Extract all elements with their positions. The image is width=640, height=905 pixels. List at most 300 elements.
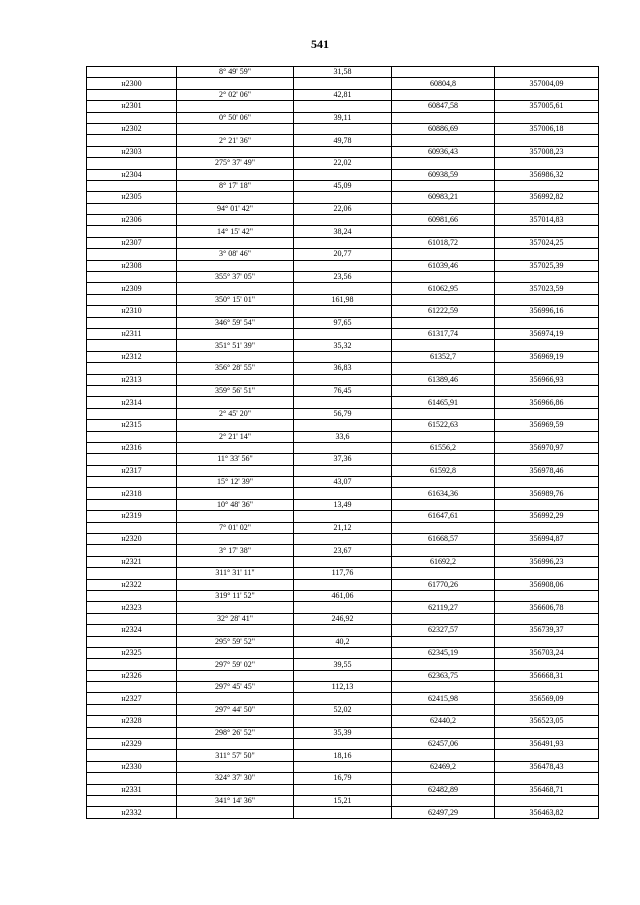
x-coordinate-cell	[392, 636, 495, 647]
distance-cell: 21,12	[294, 522, 392, 533]
x-coordinate-cell	[392, 363, 495, 374]
point-name-cell	[87, 385, 177, 396]
point-name-cell	[87, 112, 177, 123]
x-coordinate-cell: 60938,59	[392, 169, 495, 180]
point-name-cell	[87, 317, 177, 328]
y-coordinate-cell: 356994,87	[495, 534, 599, 545]
y-coordinate-cell: 356978,46	[495, 465, 599, 476]
x-coordinate-cell: 62119,27	[392, 602, 495, 613]
direction-angle-cell: 275° 37' 49"	[177, 158, 294, 169]
y-coordinate-cell: 356569,09	[495, 693, 599, 704]
x-coordinate-cell: 61062,95	[392, 283, 495, 294]
direction-angle-cell	[177, 693, 294, 704]
table-row	[87, 602, 599, 613]
point-name-cell	[87, 796, 177, 807]
direction-angle-cell: 2° 45' 20"	[177, 408, 294, 419]
point-name-cell: н2321	[87, 556, 177, 567]
y-coordinate-cell: 356992,82	[495, 192, 599, 203]
y-coordinate-cell: 357005,61	[495, 101, 599, 112]
distance-cell	[294, 215, 392, 226]
point-name-cell: н2328	[87, 716, 177, 727]
distance-cell: 56,79	[294, 408, 392, 419]
x-coordinate-cell: 61317,74	[392, 328, 495, 339]
table-row	[87, 534, 599, 545]
table-row	[87, 146, 599, 157]
point-name-cell: н2318	[87, 488, 177, 499]
table-row	[87, 237, 599, 248]
direction-angle-cell: 14° 15' 42"	[177, 226, 294, 237]
point-name-cell	[87, 158, 177, 169]
x-coordinate-cell: 61039,46	[392, 260, 495, 271]
table-row	[87, 78, 599, 89]
distance-cell: 35,32	[294, 340, 392, 351]
distance-cell	[294, 670, 392, 681]
x-coordinate-cell: 62363,75	[392, 670, 495, 681]
direction-angle-cell	[177, 306, 294, 317]
table-row	[87, 192, 599, 203]
point-name-cell	[87, 682, 177, 693]
direction-angle-cell: 8° 49' 59"	[177, 67, 294, 78]
point-name-cell	[87, 363, 177, 374]
point-name-cell: н2332	[87, 807, 177, 818]
distance-cell: 43,07	[294, 477, 392, 488]
direction-angle-cell	[177, 374, 294, 385]
distance-cell: 45,09	[294, 180, 392, 191]
point-name-cell	[87, 590, 177, 601]
point-name-cell	[87, 340, 177, 351]
distance-cell	[294, 716, 392, 727]
direction-angle-cell	[177, 397, 294, 408]
table-row	[87, 522, 599, 533]
distance-cell: 36,83	[294, 363, 392, 374]
table-row	[87, 636, 599, 647]
direction-angle-cell: 15° 12' 39"	[177, 477, 294, 488]
y-coordinate-cell	[495, 294, 599, 305]
distance-cell	[294, 488, 392, 499]
y-coordinate-cell	[495, 203, 599, 214]
distance-cell	[294, 169, 392, 180]
y-coordinate-cell	[495, 408, 599, 419]
x-coordinate-cell	[392, 613, 495, 624]
direction-angle-cell: 311° 31' 11"	[177, 568, 294, 579]
y-coordinate-cell	[495, 158, 599, 169]
table-row	[87, 773, 599, 784]
point-name-cell: н2310	[87, 306, 177, 317]
direction-angle-cell: 350° 15' 01"	[177, 294, 294, 305]
distance-cell	[294, 579, 392, 590]
x-coordinate-cell	[392, 272, 495, 283]
distance-cell	[294, 739, 392, 750]
distance-cell	[294, 283, 392, 294]
direction-angle-cell	[177, 625, 294, 636]
distance-cell	[294, 511, 392, 522]
y-coordinate-cell	[495, 431, 599, 442]
direction-angle-cell	[177, 534, 294, 545]
x-coordinate-cell: 61668,57	[392, 534, 495, 545]
y-coordinate-cell	[495, 135, 599, 146]
distance-cell: 22,02	[294, 158, 392, 169]
distance-cell	[294, 693, 392, 704]
table-row	[87, 477, 599, 488]
table-row	[87, 727, 599, 738]
point-name-cell: н2327	[87, 693, 177, 704]
point-name-cell: н2316	[87, 442, 177, 453]
y-coordinate-cell	[495, 477, 599, 488]
x-coordinate-cell: 61465,91	[392, 397, 495, 408]
x-coordinate-cell: 61352,7	[392, 351, 495, 362]
y-coordinate-cell: 357008,23	[495, 146, 599, 157]
point-name-cell	[87, 203, 177, 214]
distance-cell	[294, 123, 392, 134]
distance-cell	[294, 306, 392, 317]
y-coordinate-cell	[495, 522, 599, 533]
table-row	[87, 739, 599, 750]
y-coordinate-cell	[495, 89, 599, 100]
x-coordinate-cell	[392, 112, 495, 123]
direction-angle-cell: 351° 51' 39"	[177, 340, 294, 351]
x-coordinate-cell	[392, 522, 495, 533]
y-coordinate-cell	[495, 226, 599, 237]
x-coordinate-cell: 62482,89	[392, 784, 495, 795]
table-row	[87, 408, 599, 419]
y-coordinate-cell: 357004,09	[495, 78, 599, 89]
y-coordinate-cell: 356523,05	[495, 716, 599, 727]
distance-cell: 16,79	[294, 773, 392, 784]
distance-cell: 20,77	[294, 249, 392, 260]
point-name-cell: н2324	[87, 625, 177, 636]
y-coordinate-cell	[495, 704, 599, 715]
table-row	[87, 260, 599, 271]
direction-angle-cell: 355° 37' 05"	[177, 272, 294, 283]
direction-angle-cell	[177, 260, 294, 271]
y-coordinate-cell: 356468,71	[495, 784, 599, 795]
y-coordinate-cell	[495, 385, 599, 396]
direction-angle-cell	[177, 192, 294, 203]
page-number: 541	[311, 37, 329, 51]
y-coordinate-cell: 357024,25	[495, 237, 599, 248]
table-row	[87, 556, 599, 567]
table-row	[87, 306, 599, 317]
x-coordinate-cell	[392, 704, 495, 715]
point-name-cell: н2303	[87, 146, 177, 157]
x-coordinate-cell	[392, 431, 495, 442]
table-row	[87, 568, 599, 579]
x-coordinate-cell: 60936,43	[392, 146, 495, 157]
point-name-cell	[87, 613, 177, 624]
table-row	[87, 750, 599, 761]
direction-angle-cell: 319° 11' 52"	[177, 590, 294, 601]
distance-cell	[294, 237, 392, 248]
point-name-cell	[87, 135, 177, 146]
x-coordinate-cell	[392, 568, 495, 579]
table-row	[87, 89, 599, 100]
direction-angle-cell	[177, 602, 294, 613]
x-coordinate-cell	[392, 180, 495, 191]
y-coordinate-cell: 356668,31	[495, 670, 599, 681]
direction-angle-cell: 0° 50' 06"	[177, 112, 294, 123]
point-name-cell: н2331	[87, 784, 177, 795]
table-row	[87, 693, 599, 704]
point-name-cell	[87, 249, 177, 260]
distance-cell: 97,65	[294, 317, 392, 328]
y-coordinate-cell: 356606,78	[495, 602, 599, 613]
point-name-cell: н2306	[87, 215, 177, 226]
direction-angle-cell	[177, 647, 294, 658]
x-coordinate-cell	[392, 499, 495, 510]
table-row	[87, 682, 599, 693]
point-name-cell	[87, 294, 177, 305]
table-row	[87, 784, 599, 795]
point-name-cell: н2317	[87, 465, 177, 476]
direction-angle-cell: 297° 59' 02"	[177, 659, 294, 670]
distance-cell	[294, 328, 392, 339]
y-coordinate-cell: 356996,23	[495, 556, 599, 567]
distance-cell: 15,21	[294, 796, 392, 807]
distance-cell: 18,16	[294, 750, 392, 761]
direction-angle-cell: 10° 48' 36"	[177, 499, 294, 510]
table-row	[87, 488, 599, 499]
point-name-cell	[87, 773, 177, 784]
direction-angle-cell	[177, 488, 294, 499]
x-coordinate-cell	[392, 203, 495, 214]
direction-angle-cell	[177, 556, 294, 567]
distance-cell: 33,6	[294, 431, 392, 442]
x-coordinate-cell: 62469,2	[392, 761, 495, 772]
y-coordinate-cell: 356491,93	[495, 739, 599, 750]
y-coordinate-cell: 357006,18	[495, 123, 599, 134]
distance-cell	[294, 465, 392, 476]
direction-angle-cell: 359° 56' 51"	[177, 385, 294, 396]
y-coordinate-cell	[495, 568, 599, 579]
direction-angle-cell	[177, 739, 294, 750]
point-name-cell	[87, 545, 177, 556]
direction-angle-cell	[177, 761, 294, 772]
y-coordinate-cell	[495, 613, 599, 624]
x-coordinate-cell	[392, 682, 495, 693]
x-coordinate-cell	[392, 659, 495, 670]
x-coordinate-cell: 62415,98	[392, 693, 495, 704]
direction-angle-cell: 295° 59' 52"	[177, 636, 294, 647]
distance-cell: 22,06	[294, 203, 392, 214]
point-name-cell: н2302	[87, 123, 177, 134]
distance-cell: 49,78	[294, 135, 392, 146]
direction-angle-cell: 7° 01' 02"	[177, 522, 294, 533]
x-coordinate-cell	[392, 454, 495, 465]
distance-cell: 39,55	[294, 659, 392, 670]
direction-angle-cell	[177, 511, 294, 522]
y-coordinate-cell: 356966,93	[495, 374, 599, 385]
point-name-cell: н2330	[87, 761, 177, 772]
distance-cell: 31,58	[294, 67, 392, 78]
distance-cell: 13,49	[294, 499, 392, 510]
point-name-cell	[87, 659, 177, 670]
x-coordinate-cell: 62440,2	[392, 716, 495, 727]
table-row	[87, 294, 599, 305]
point-name-cell	[87, 522, 177, 533]
x-coordinate-cell	[392, 773, 495, 784]
point-name-cell: н2326	[87, 670, 177, 681]
point-name-cell: н2315	[87, 420, 177, 431]
distance-cell: 161,98	[294, 294, 392, 305]
y-coordinate-cell	[495, 636, 599, 647]
table-row	[87, 442, 599, 453]
table-row	[87, 590, 599, 601]
point-name-cell: н2309	[87, 283, 177, 294]
direction-angle-cell	[177, 146, 294, 157]
y-coordinate-cell: 356970,97	[495, 442, 599, 453]
y-coordinate-cell	[495, 545, 599, 556]
distance-cell	[294, 420, 392, 431]
distance-cell: 40,2	[294, 636, 392, 647]
table-row	[87, 158, 599, 169]
table-body	[87, 67, 599, 819]
x-coordinate-cell: 61647,61	[392, 511, 495, 522]
y-coordinate-cell	[495, 272, 599, 283]
direction-angle-cell: 341° 14' 36"	[177, 796, 294, 807]
distance-cell: 23,56	[294, 272, 392, 283]
point-name-cell: н2312	[87, 351, 177, 362]
point-name-cell: н2300	[87, 78, 177, 89]
distance-cell: 42,81	[294, 89, 392, 100]
direction-angle-cell	[177, 215, 294, 226]
distance-cell	[294, 192, 392, 203]
x-coordinate-cell	[392, 545, 495, 556]
y-coordinate-cell: 356969,19	[495, 351, 599, 362]
y-coordinate-cell	[495, 363, 599, 374]
table-row	[87, 67, 599, 78]
table-row	[87, 203, 599, 214]
table-row	[87, 328, 599, 339]
point-name-cell	[87, 454, 177, 465]
y-coordinate-cell	[495, 112, 599, 123]
point-name-cell	[87, 431, 177, 442]
distance-cell	[294, 556, 392, 567]
x-coordinate-cell	[392, 385, 495, 396]
point-name-cell	[87, 408, 177, 419]
direction-angle-cell	[177, 670, 294, 681]
distance-cell	[294, 260, 392, 271]
table-row	[87, 397, 599, 408]
distance-cell	[294, 351, 392, 362]
point-name-cell	[87, 636, 177, 647]
direction-angle-cell	[177, 123, 294, 134]
distance-cell: 39,11	[294, 112, 392, 123]
distance-cell	[294, 78, 392, 89]
table-row	[87, 659, 599, 670]
x-coordinate-cell: 61389,46	[392, 374, 495, 385]
x-coordinate-cell	[392, 158, 495, 169]
distance-cell	[294, 784, 392, 795]
x-coordinate-cell: 62497,29	[392, 807, 495, 818]
point-name-cell: н2308	[87, 260, 177, 271]
table-row	[87, 431, 599, 442]
table-row	[87, 761, 599, 772]
point-name-cell	[87, 568, 177, 579]
y-coordinate-cell	[495, 317, 599, 328]
y-coordinate-cell: 356478,43	[495, 761, 599, 772]
table-row	[87, 374, 599, 385]
direction-angle-cell	[177, 807, 294, 818]
y-coordinate-cell	[495, 727, 599, 738]
distance-cell	[294, 807, 392, 818]
point-name-cell	[87, 67, 177, 78]
x-coordinate-cell: 60981,66	[392, 215, 495, 226]
direction-angle-cell	[177, 420, 294, 431]
x-coordinate-cell	[392, 226, 495, 237]
distance-cell	[294, 146, 392, 157]
y-coordinate-cell: 357025,39	[495, 260, 599, 271]
point-name-cell	[87, 180, 177, 191]
point-name-cell: н2301	[87, 101, 177, 112]
x-coordinate-cell: 60983,21	[392, 192, 495, 203]
direction-angle-cell	[177, 351, 294, 362]
direction-angle-cell	[177, 784, 294, 795]
x-coordinate-cell: 61522,63	[392, 420, 495, 431]
point-name-cell: н2319	[87, 511, 177, 522]
x-coordinate-cell	[392, 249, 495, 260]
x-coordinate-cell	[392, 590, 495, 601]
x-coordinate-cell	[392, 89, 495, 100]
x-coordinate-cell	[392, 750, 495, 761]
x-coordinate-cell	[392, 727, 495, 738]
table-row	[87, 123, 599, 134]
direction-angle-cell: 346° 59' 54"	[177, 317, 294, 328]
y-coordinate-cell: 356463,82	[495, 807, 599, 818]
direction-angle-cell	[177, 328, 294, 339]
point-name-cell: н2311	[87, 328, 177, 339]
table-row	[87, 796, 599, 807]
y-coordinate-cell	[495, 750, 599, 761]
distance-cell	[294, 397, 392, 408]
direction-angle-cell	[177, 465, 294, 476]
y-coordinate-cell	[495, 590, 599, 601]
direction-angle-cell: 3° 17' 38"	[177, 545, 294, 556]
point-name-cell	[87, 499, 177, 510]
table-row	[87, 625, 599, 636]
x-coordinate-cell: 61556,2	[392, 442, 495, 453]
point-name-cell: н2313	[87, 374, 177, 385]
distance-cell	[294, 647, 392, 658]
y-coordinate-cell: 356996,16	[495, 306, 599, 317]
distance-cell	[294, 534, 392, 545]
point-name-cell: н2329	[87, 739, 177, 750]
table-row	[87, 579, 599, 590]
y-coordinate-cell: 356986,32	[495, 169, 599, 180]
direction-angle-cell	[177, 169, 294, 180]
point-name-cell: н2305	[87, 192, 177, 203]
direction-angle-cell: 8° 17' 18"	[177, 180, 294, 191]
point-name-cell: н2314	[87, 397, 177, 408]
x-coordinate-cell: 61018,72	[392, 237, 495, 248]
direction-angle-cell	[177, 716, 294, 727]
x-coordinate-cell	[392, 408, 495, 419]
table-row	[87, 499, 599, 510]
distance-cell	[294, 761, 392, 772]
table-row	[87, 511, 599, 522]
y-coordinate-cell: 356974,19	[495, 328, 599, 339]
distance-cell: 37,36	[294, 454, 392, 465]
distance-cell: 246,92	[294, 613, 392, 624]
point-name-cell: н2322	[87, 579, 177, 590]
table-row	[87, 283, 599, 294]
table-row	[87, 465, 599, 476]
table-row	[87, 363, 599, 374]
table-row	[87, 385, 599, 396]
point-name-cell	[87, 272, 177, 283]
table-row	[87, 101, 599, 112]
y-coordinate-cell	[495, 67, 599, 78]
point-name-cell	[87, 477, 177, 488]
